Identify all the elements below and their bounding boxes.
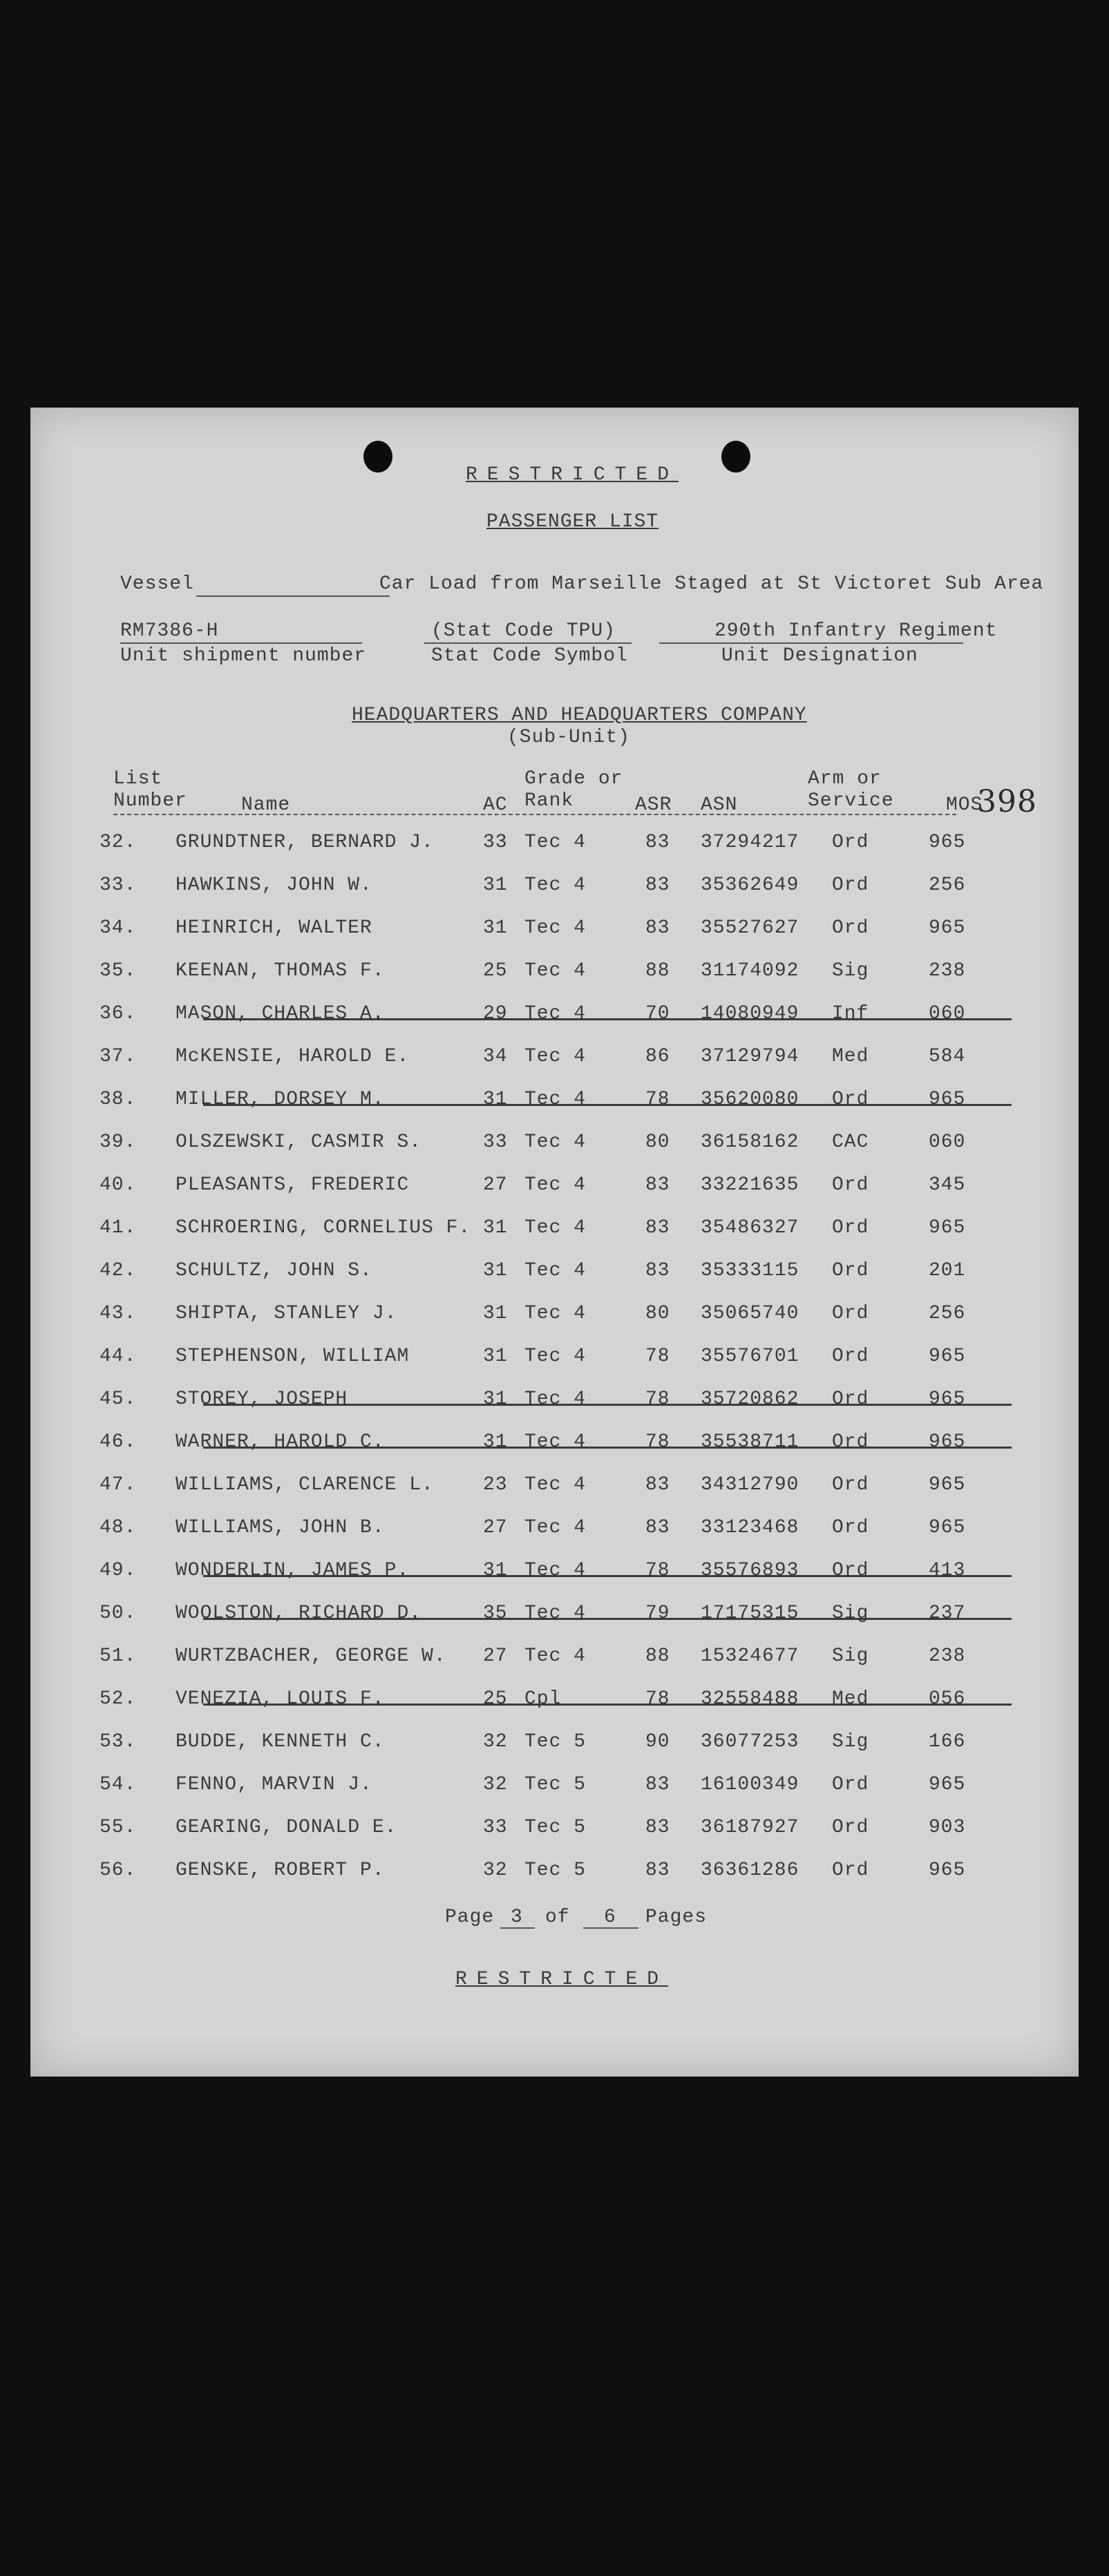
passenger-name: GENSKE, ROBERT P.: [176, 1860, 385, 1881]
grade-rank: Tec 4: [524, 960, 587, 982]
serial-number: 37129794: [701, 1046, 799, 1067]
serial-number: 32558488: [701, 1688, 799, 1710]
header-rule: [113, 814, 956, 815]
table-row: [30, 1603, 1079, 1630]
total-pages: 6: [604, 1907, 616, 1928]
unit-underline: [659, 642, 963, 644]
asr-score: 86: [645, 1046, 670, 1067]
passenger-name: WOOLSTON, RICHARD D.: [176, 1603, 422, 1624]
passenger-name: HEINRICH, WALTER: [176, 917, 372, 939]
arm-service: Ord: [832, 1560, 869, 1581]
asr-score: 83: [645, 1474, 670, 1496]
table-row: [30, 1389, 1079, 1416]
col-grade: Grade or Rank: [524, 768, 623, 812]
passenger-name: PLEASANTS, FREDERIC: [176, 1174, 410, 1196]
asr-score: 83: [645, 1517, 670, 1538]
table-row: [30, 1474, 1079, 1502]
passenger-name: FENNO, MARVIN J.: [176, 1774, 372, 1795]
table-row: [30, 1688, 1079, 1716]
age-code: 33: [483, 832, 508, 853]
mos-code: 965: [929, 1431, 966, 1453]
col-arm: Arm or Service: [808, 768, 894, 812]
passenger-name: GRUNDTNER, BERNARD J.: [176, 832, 434, 853]
passenger-name: MASON, CHARLES A.: [176, 1003, 385, 1024]
list-number: 32.: [99, 832, 137, 853]
asr-score: 88: [645, 960, 670, 982]
grade-rank: Tec 4: [524, 1560, 587, 1581]
grade-rank: Tec 4: [524, 832, 587, 853]
list-number: 42.: [99, 1260, 137, 1281]
list-number: 53.: [99, 1731, 137, 1753]
grade-rank: Tec 4: [524, 1517, 587, 1538]
grade-rank: Tec 4: [524, 1474, 587, 1496]
mos-code: 056: [929, 1688, 966, 1710]
mos-code: 965: [929, 1089, 966, 1110]
table-row: [30, 1860, 1079, 1887]
grade-rank: Tec 4: [524, 1174, 587, 1196]
arm-service: Ord: [832, 1089, 869, 1110]
vessel-underline: [196, 595, 390, 597]
unit-label: Unit Designation: [721, 645, 918, 667]
list-number: 48.: [99, 1517, 137, 1538]
list-number: 38.: [99, 1089, 137, 1110]
arm-service: Ord: [832, 875, 869, 896]
passenger-name: VENEZIA, LOUIS F.: [176, 1688, 385, 1710]
arm-service: Ord: [832, 1817, 869, 1838]
asr-score: 88: [645, 1645, 670, 1667]
arm-service: Ord: [832, 1389, 869, 1410]
passenger-name: HAWKINS, JOHN W.: [176, 875, 372, 896]
page-word: Page: [445, 1907, 495, 1928]
mos-code: 345: [929, 1174, 966, 1196]
arm-service: Ord: [832, 1774, 869, 1795]
age-code: 31: [483, 875, 508, 896]
table-row: [30, 1089, 1079, 1116]
strikethrough-line: [203, 1104, 1012, 1106]
shipment-label: Unit shipment number: [120, 645, 367, 667]
mos-code: 903: [929, 1817, 966, 1838]
asr-score: 83: [645, 1774, 670, 1795]
table-row: [30, 1303, 1079, 1330]
serial-number: 16100349: [701, 1774, 799, 1795]
table-row: [30, 1431, 1079, 1459]
age-code: 32: [483, 1860, 508, 1881]
passenger-name: OLSZEWSKI, CASMIR S.: [176, 1132, 422, 1153]
mos-code: 965: [929, 1517, 966, 1538]
age-code: 31: [483, 1431, 508, 1453]
passenger-name: WURTZBACHER, GEORGE W.: [176, 1645, 446, 1667]
age-code: 33: [483, 1132, 508, 1153]
mos-code: 413: [929, 1560, 966, 1581]
list-number: 43.: [99, 1303, 137, 1324]
strikethrough-line: [203, 1018, 1012, 1020]
serial-number: 35576893: [701, 1560, 799, 1581]
age-code: 32: [483, 1774, 508, 1795]
asr-score: 83: [645, 832, 670, 853]
age-code: 31: [483, 1089, 508, 1110]
list-number: 52.: [99, 1688, 137, 1710]
list-number: 36.: [99, 1003, 137, 1024]
strikethrough-line: [203, 1704, 1012, 1706]
age-code: 25: [483, 1688, 508, 1710]
table-row: [30, 1260, 1079, 1288]
asr-score: 78: [645, 1431, 670, 1453]
page-title: PASSENGER LIST: [486, 511, 659, 533]
grade-rank: Tec 4: [524, 917, 587, 939]
grade-rank: Tec 5: [524, 1774, 587, 1795]
serial-number: 35362649: [701, 875, 799, 896]
mos-code: 238: [929, 960, 966, 982]
restricted-footer: RESTRICTED: [455, 1969, 669, 1990]
stat-underline: [424, 642, 632, 644]
vessel-value: Car Load from Marseille Staged at St Victoret Sub Area: [379, 573, 1044, 595]
list-number: 50.: [99, 1603, 137, 1624]
grade-rank: Tec 4: [524, 1003, 587, 1024]
serial-number: 33123468: [701, 1517, 799, 1538]
grade-rank: Tec 4: [524, 1645, 587, 1667]
arm-service: Med: [832, 1688, 869, 1710]
list-number: 33.: [99, 875, 137, 896]
serial-number: 35065740: [701, 1303, 799, 1324]
mos-code: 965: [929, 1346, 966, 1367]
arm-service: Sig: [832, 1645, 869, 1667]
age-code: 27: [483, 1645, 508, 1667]
grade-rank: Tec 4: [524, 1217, 587, 1239]
page-number-underline: [500, 1927, 535, 1929]
table-row: [30, 1731, 1079, 1759]
page-number: 3: [511, 1907, 523, 1928]
grade-rank: Tec 4: [524, 1389, 587, 1410]
passenger-name: WILLIAMS, JOHN B.: [176, 1517, 385, 1538]
age-code: 31: [483, 1260, 508, 1281]
mos-code: 237: [929, 1603, 966, 1624]
punch-hole: [363, 441, 392, 473]
list-number: 55.: [99, 1817, 137, 1838]
list-number: 35.: [99, 960, 137, 982]
arm-service: Ord: [832, 1431, 869, 1453]
arm-service: Ord: [832, 1346, 869, 1367]
mos-code: 584: [929, 1046, 966, 1067]
stat-label: Stat Code Symbol: [431, 645, 628, 667]
grade-rank: Tec 4: [524, 1089, 587, 1110]
asr-score: 79: [645, 1603, 670, 1624]
subunit-name: HEADQUARTERS AND HEADQUARTERS COMPANY: [352, 705, 807, 726]
passenger-name: MILLER, DORSEY M.: [176, 1089, 385, 1110]
page-stamp-number: 398: [977, 784, 1037, 819]
serial-number: 35620080: [701, 1089, 799, 1110]
grade-rank: Tec 4: [524, 1260, 587, 1281]
strikethrough-line: [203, 1404, 1012, 1406]
list-number: 46.: [99, 1431, 137, 1453]
of-word: of: [545, 1907, 570, 1928]
arm-service: Ord: [832, 1860, 869, 1881]
table-row: [30, 1517, 1079, 1545]
age-code: 27: [483, 1174, 508, 1196]
mos-code: 060: [929, 1003, 966, 1024]
asr-score: 80: [645, 1132, 670, 1153]
grade-rank: Tec 4: [524, 1431, 587, 1453]
table-row: [30, 1817, 1079, 1844]
asr-score: 83: [645, 875, 670, 896]
mos-code: 201: [929, 1260, 966, 1281]
asr-score: 83: [645, 917, 670, 939]
arm-service: Sig: [832, 960, 869, 982]
age-code: 31: [483, 1389, 508, 1410]
list-number: 37.: [99, 1046, 137, 1067]
mos-code: 256: [929, 1303, 966, 1324]
unit-designation: 290th Infantry Regiment: [714, 620, 998, 642]
age-code: 27: [483, 1517, 508, 1538]
table-row: [30, 875, 1079, 902]
serial-number: 37294217: [701, 832, 799, 853]
passenger-name: SHIPTA, STANLEY J.: [176, 1303, 397, 1324]
asr-score: 78: [645, 1560, 670, 1581]
table-row: [30, 1046, 1079, 1074]
stat-code: (Stat Code TPU): [431, 620, 616, 642]
list-number: 39.: [99, 1132, 137, 1153]
list-number: 44.: [99, 1346, 137, 1367]
age-code: 25: [483, 960, 508, 982]
list-number: 40.: [99, 1174, 137, 1196]
arm-service: Sig: [832, 1603, 869, 1624]
mos-code: 060: [929, 1132, 966, 1153]
grade-rank: Cpl: [524, 1688, 562, 1710]
serial-number: 35576701: [701, 1346, 799, 1367]
mos-code: 256: [929, 875, 966, 896]
serial-number: 35720862: [701, 1389, 799, 1410]
table-row: [30, 917, 1079, 945]
serial-number: 35486327: [701, 1217, 799, 1239]
asr-score: 83: [645, 1817, 670, 1838]
arm-service: Ord: [832, 1217, 869, 1239]
col-list-number: List Number: [113, 768, 187, 812]
mos-code: 965: [929, 1774, 966, 1795]
arm-service: CAC: [832, 1132, 869, 1153]
serial-number: 36187927: [701, 1817, 799, 1838]
list-number: 34.: [99, 917, 137, 939]
grade-rank: Tec 4: [524, 1132, 587, 1153]
passenger-name: McKENSIE, HAROLD E.: [176, 1046, 410, 1067]
age-code: 34: [483, 1046, 508, 1067]
shipment-underline: [120, 642, 362, 644]
mos-code: 965: [929, 917, 966, 939]
col-ac: AC: [483, 794, 508, 816]
age-code: 31: [483, 917, 508, 939]
passenger-name: BUDDE, KENNETH C.: [176, 1731, 385, 1753]
total-pages-underline: [583, 1927, 638, 1929]
arm-service: Inf: [832, 1003, 869, 1024]
asr-score: 78: [645, 1389, 670, 1410]
mos-code: 965: [929, 1389, 966, 1410]
strikethrough-line: [203, 1447, 1012, 1449]
vessel-label: Vessel: [120, 573, 194, 595]
asr-score: 83: [645, 1217, 670, 1239]
strikethrough-line: [203, 1575, 1012, 1577]
arm-service: Ord: [832, 1303, 869, 1324]
list-number: 47.: [99, 1474, 137, 1496]
arm-service: Ord: [832, 917, 869, 939]
list-number: 56.: [99, 1860, 137, 1881]
arm-service: Ord: [832, 1474, 869, 1496]
grade-rank: Tec 4: [524, 1603, 587, 1624]
serial-number: 15324677: [701, 1645, 799, 1667]
mos-code: 965: [929, 832, 966, 853]
asr-score: 70: [645, 1003, 670, 1024]
list-number: 45.: [99, 1389, 137, 1410]
shipment-number: RM7386-H: [120, 620, 219, 642]
age-code: 32: [483, 1731, 508, 1753]
list-number: 49.: [99, 1560, 137, 1581]
serial-number: 33221635: [701, 1174, 799, 1196]
serial-number: 35333115: [701, 1260, 799, 1281]
list-number: 54.: [99, 1774, 137, 1795]
grade-rank: Tec 4: [524, 875, 587, 896]
passenger-name: KEENAN, THOMAS F.: [176, 960, 385, 982]
table-row: [30, 1132, 1079, 1159]
serial-number: 35538711: [701, 1431, 799, 1453]
serial-number: 34312790: [701, 1474, 799, 1496]
table-row: [30, 1346, 1079, 1373]
asr-score: 83: [645, 1174, 670, 1196]
table-row: [30, 1174, 1079, 1202]
subunit-label: (Sub-Unit): [507, 727, 631, 748]
arm-service: Sig: [832, 1731, 869, 1753]
table-row: [30, 1645, 1079, 1673]
table-row: [30, 1003, 1079, 1031]
passenger-name: WONDERLIN, JAMES P.: [176, 1560, 410, 1581]
arm-service: Ord: [832, 832, 869, 853]
serial-number: 36077253: [701, 1731, 799, 1753]
grade-rank: Tec 4: [524, 1303, 587, 1324]
serial-number: 31174092: [701, 960, 799, 982]
asr-score: 90: [645, 1731, 670, 1753]
col-name: Name: [241, 794, 291, 816]
arm-service: Ord: [832, 1260, 869, 1281]
asr-score: 83: [645, 1260, 670, 1281]
grade-rank: Tec 5: [524, 1860, 587, 1881]
mos-code: 238: [929, 1645, 966, 1667]
asr-score: 78: [645, 1688, 670, 1710]
col-asr: ASR: [635, 794, 672, 816]
age-code: 29: [483, 1003, 508, 1024]
col-asn: ASN: [701, 794, 738, 816]
strikethrough-line: [203, 1618, 1012, 1620]
pages-word: Pages: [645, 1907, 708, 1928]
age-code: 35: [483, 1603, 508, 1624]
age-code: 23: [483, 1474, 508, 1496]
table-row: [30, 1217, 1079, 1245]
age-code: 33: [483, 1817, 508, 1838]
mos-code: 965: [929, 1217, 966, 1239]
asr-score: 78: [645, 1089, 670, 1110]
asr-score: 78: [645, 1346, 670, 1367]
grade-rank: Tec 4: [524, 1346, 587, 1367]
list-number: 51.: [99, 1645, 137, 1667]
arm-service: Med: [832, 1046, 869, 1067]
age-code: 31: [483, 1217, 508, 1239]
serial-number: 36158162: [701, 1132, 799, 1153]
arm-service: Ord: [832, 1174, 869, 1196]
asr-score: 83: [645, 1860, 670, 1881]
table-row: [30, 960, 1079, 988]
age-code: 31: [483, 1560, 508, 1581]
age-code: 31: [483, 1303, 508, 1324]
punch-hole: [721, 441, 750, 473]
document-page: [30, 408, 1079, 2077]
passenger-name: SCHULTZ, JOHN S.: [176, 1260, 372, 1281]
arm-service: Ord: [832, 1517, 869, 1538]
passenger-name: STEPHENSON, WILLIAM: [176, 1346, 410, 1367]
age-code: 31: [483, 1346, 508, 1367]
mos-code: 965: [929, 1860, 966, 1881]
grade-rank: Tec 4: [524, 1046, 587, 1067]
table-row: [30, 1774, 1079, 1802]
grade-rank: Tec 5: [524, 1817, 587, 1838]
passenger-name: STOREY, JOSEPH: [176, 1389, 348, 1410]
passenger-name: GEARING, DONALD E.: [176, 1817, 397, 1838]
restricted-header: RESTRICTED: [466, 464, 679, 486]
serial-number: 35527627: [701, 917, 799, 939]
passenger-name: SCHROERING, CORNELIUS F.: [176, 1217, 471, 1239]
table-row: [30, 1560, 1079, 1587]
passenger-name: WARNER, HAROLD C.: [176, 1431, 385, 1453]
list-number: 41.: [99, 1217, 137, 1239]
serial-number: 17175315: [701, 1603, 799, 1624]
serial-number: 14080949: [701, 1003, 799, 1024]
passenger-name: WILLIAMS, CLARENCE L.: [176, 1474, 434, 1496]
grade-rank: Tec 5: [524, 1731, 587, 1753]
col-mos: MOS: [946, 794, 983, 816]
serial-number: 36361286: [701, 1860, 799, 1881]
asr-score: 80: [645, 1303, 670, 1324]
table-row: [30, 832, 1079, 859]
mos-code: 166: [929, 1731, 966, 1753]
mos-code: 965: [929, 1474, 966, 1496]
